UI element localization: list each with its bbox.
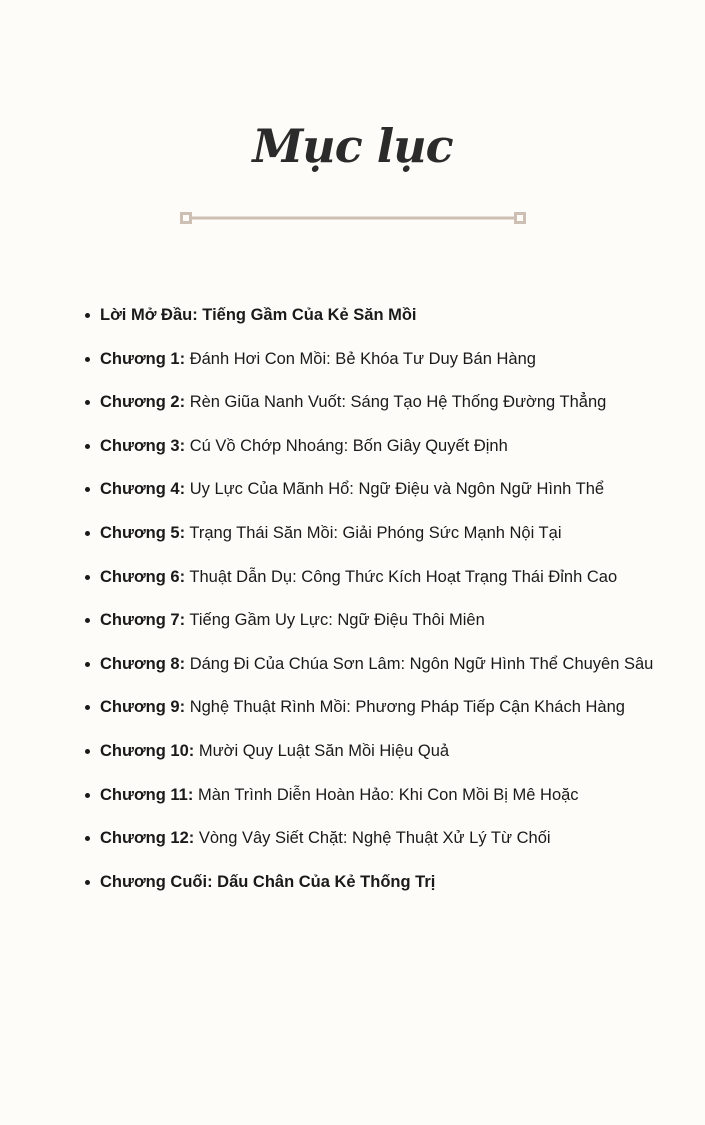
toc-item-title: Mười Quy Luật Săn Mồi Hiệu Quả	[198, 741, 450, 760]
toc-item	[100, 780, 690, 824]
toc-item-label: Chương 11:	[100, 785, 194, 804]
page-title: Mục lục	[252, 118, 453, 173]
toc-item	[100, 474, 690, 518]
toc-item-label: Chương 6:	[100, 567, 186, 586]
toc-item-label: Chương 7:	[100, 611, 186, 630]
toc-item-label: Chương 8:	[100, 654, 186, 673]
toc-item	[100, 736, 690, 780]
toc-item	[100, 344, 690, 388]
toc-item-label: Chương 10:	[100, 741, 195, 760]
toc-item-title: Dáng Đi Của Chúa Sơn Lâm: Ngôn Ngữ Hình Thể Chuyên Sâu	[189, 654, 654, 673]
table-of-contents	[100, 300, 690, 910]
toc-item-label: Chương 12:	[100, 829, 195, 848]
toc-item-title: Nghệ Thuật Rình Mồi: Phương Pháp Tiếp Cận Khách Hàng	[189, 698, 625, 717]
toc-item-title: Vòng Vây Siết Chặt: Nghệ Thuật Xử Lý Từ Chối	[198, 829, 551, 848]
toc-item-label: Chương 2:	[100, 393, 186, 412]
toc-item-title: Thuật Dẫn Dụ: Công Thức Kích Hoạt Trạng Thái Đỉnh Cao	[189, 567, 618, 586]
title-divider	[180, 210, 526, 226]
toc-item-title: Lời Mở Đầu: Tiếng Gầm Của Kẻ Săn Mồi	[100, 306, 417, 324]
toc-item	[100, 431, 690, 475]
toc-item-title: Tiếng Gầm Uy Lực: Ngữ Điệu Thôi Miên	[189, 611, 485, 630]
toc-item-title: Uy Lực Của Mãnh Hổ: Ngữ Điệu và Ngôn Ngữ Hình Thể	[189, 480, 605, 499]
toc-item-title: Cú Vồ Chớp Nhoáng: Bốn Giây Quyết Định	[189, 436, 508, 455]
toc-item-title: Chương Cuối: Dấu Chân Của Kẻ Thống Trị	[100, 872, 436, 891]
toc-item-title: Rèn Giũa Nanh Vuốt: Sáng Tạo Hệ Thống Đường Thẳng	[189, 393, 607, 412]
toc-item-label: Chương 9:	[100, 698, 186, 717]
toc-item	[100, 562, 690, 606]
toc-item-label: Chương 4:	[100, 480, 186, 499]
toc-item-label: Chương 5:	[100, 523, 186, 542]
toc-item-title: Trạng Thái Săn Mồi: Giải Phóng Sức Mạnh Nội Tại	[189, 523, 562, 542]
toc-item	[100, 387, 690, 431]
toc-item	[100, 605, 690, 649]
toc-item	[100, 823, 690, 867]
toc-item-title: Đánh Hơi Con Mồi: Bẻ Khóa Tư Duy Bán Hàng	[189, 349, 536, 368]
toc-item-title: Màn Trình Diễn Hoàn Hảo: Khi Con Mồi Bị Mê Hoặc	[197, 785, 579, 804]
toc-item	[100, 300, 690, 344]
divider-right-end	[516, 214, 525, 223]
toc-item	[100, 867, 690, 911]
divider-left-end	[182, 214, 191, 223]
toc-item	[100, 649, 690, 693]
toc-item	[100, 518, 690, 562]
toc-item	[100, 692, 690, 736]
toc-item-label: Chương 3:	[100, 436, 186, 455]
toc-item-label: Chương 1:	[100, 349, 186, 368]
